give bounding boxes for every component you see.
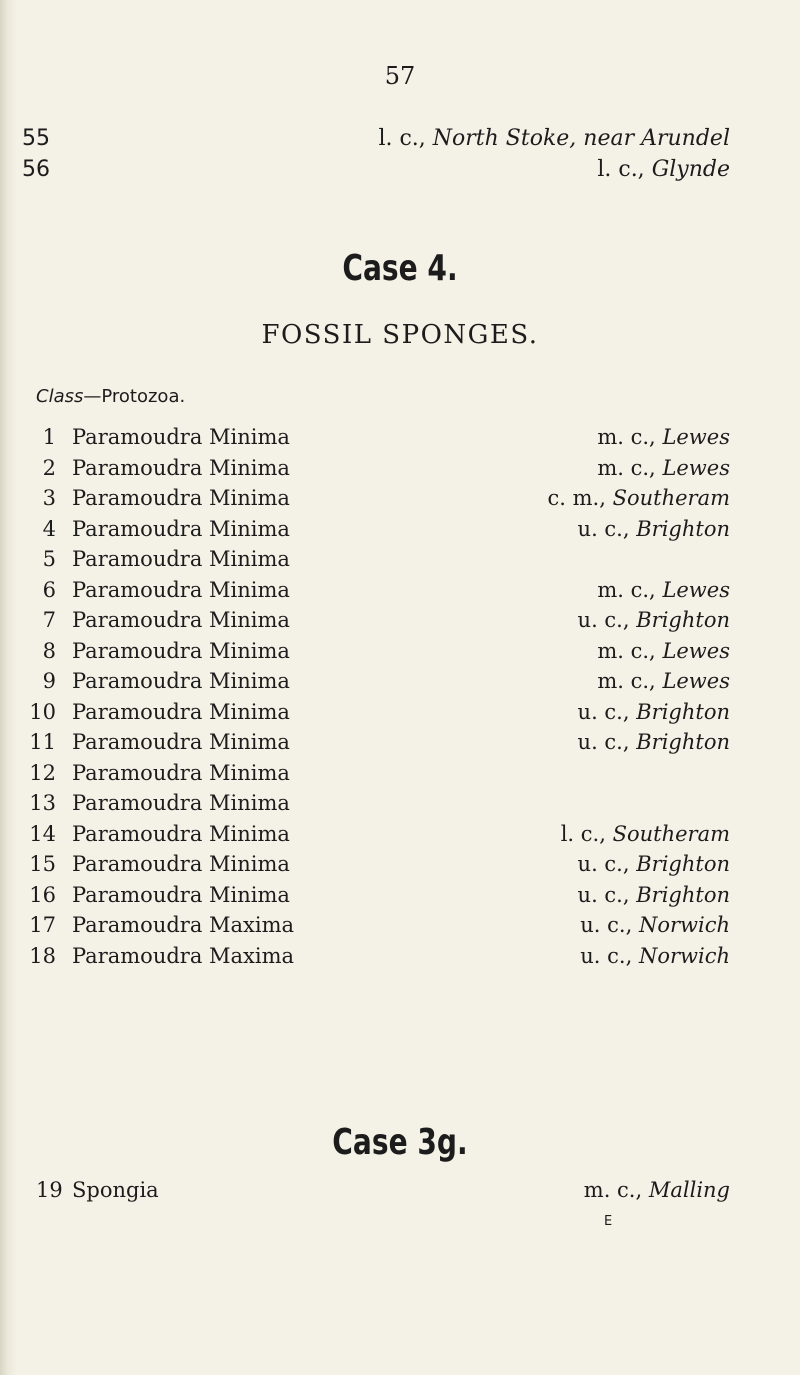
specimen-entry — [0, 547, 800, 578]
entry-number: 55 — [22, 126, 50, 151]
location-place: Southeram — [612, 821, 730, 846]
entry-location — [548, 486, 731, 510]
entry-number: 7 — [42, 608, 56, 632]
class-line — [36, 386, 185, 407]
section-title: FOSSIL SPONGES. — [261, 320, 539, 350]
entry-location — [578, 517, 730, 541]
entry-name: Paramoudra Minima — [72, 821, 290, 846]
entry-location — [561, 822, 730, 846]
entry-number: 19 — [36, 1178, 63, 1202]
entry-number: 17 — [29, 913, 56, 937]
entry-number: 12 — [29, 760, 56, 785]
specimen-entry — [0, 425, 800, 456]
location-place: Brighton — [636, 730, 730, 754]
location-abbr: u. c., — [577, 882, 630, 907]
specimen-entry — [0, 639, 800, 670]
location-place: Lewes — [662, 638, 730, 663]
entry-location — [578, 700, 730, 724]
specimen-entry — [0, 1178, 800, 1208]
entry-number: 9 — [42, 669, 56, 693]
entry-name: Paramoudra Minima — [72, 516, 290, 541]
entry-location — [578, 852, 730, 876]
location-place: Lewes — [662, 425, 730, 449]
entry-number: 15 — [29, 852, 56, 876]
entry-name: Paramoudra Minima — [72, 699, 290, 724]
location-place: Norwich — [638, 913, 730, 937]
location-abbr: u. c., — [577, 608, 630, 632]
entry-location — [597, 578, 730, 602]
entry-number: 13 — [29, 791, 56, 815]
location-abbr: l. c., — [560, 821, 606, 846]
previous-entry-row — [0, 126, 800, 156]
specimen-entry — [0, 456, 800, 487]
specimen-entry — [0, 883, 800, 914]
entry-name: Paramoudra Minima — [72, 608, 290, 632]
specimen-entry — [0, 669, 800, 700]
entry-location — [597, 425, 730, 449]
entry-number: 1 — [42, 425, 56, 449]
entry-name: Paramoudra Minima — [72, 852, 290, 876]
entry-name: Paramoudra Minima — [72, 760, 290, 785]
location-place: Lewes — [662, 669, 730, 693]
location-abbr: m. c., — [597, 577, 656, 602]
location-abbr: u. c., — [577, 516, 630, 541]
entry-name: Paramoudra Minima — [72, 486, 290, 510]
entry-number: 2 — [42, 455, 56, 480]
location-abbr: m. c., — [597, 669, 656, 693]
entry-number: 5 — [42, 547, 56, 571]
entry-name: Paramoudra Minima — [72, 455, 290, 480]
case-heading: Case 4. — [342, 248, 458, 289]
signature-mark: E — [604, 1214, 613, 1229]
entry-name: Paramoudra Minima — [72, 425, 290, 449]
specimen-entry — [0, 852, 800, 883]
entry-location — [597, 639, 730, 663]
entry-location — [597, 669, 730, 693]
entry-location — [584, 1178, 730, 1202]
entry-number: 18 — [29, 943, 56, 968]
entry-location — [378, 126, 730, 151]
case-heading-2: Case 3g. — [332, 1122, 468, 1163]
entry-location — [597, 157, 730, 182]
class-label: Class — [36, 386, 84, 407]
location-place: Norwich — [638, 943, 730, 968]
location-place: Lewes — [662, 455, 730, 480]
entry-number: 8 — [42, 638, 56, 663]
location-abbr: l. c., — [597, 157, 645, 182]
page-number: 57 — [384, 62, 416, 90]
location-place: Brighton — [636, 516, 730, 541]
entry-location — [580, 944, 730, 968]
location-place: Glynde — [651, 157, 730, 182]
previous-entry-row — [0, 157, 800, 187]
location-place: Lewes — [662, 577, 730, 602]
entry-name: Paramoudra Maxima — [72, 943, 295, 968]
location-abbr: l. c., — [378, 126, 426, 151]
entry-number: 16 — [29, 882, 56, 907]
entry-number: 11 — [29, 730, 56, 754]
entry-name: Paramoudra Minima — [72, 791, 290, 815]
specimen-list — [0, 425, 800, 974]
specimen-entry — [0, 486, 800, 517]
entry-number: 14 — [29, 821, 56, 846]
entry-name: Paramoudra Minima — [72, 547, 290, 571]
location-place: Brighton — [636, 882, 730, 907]
entry-name: Paramoudra Minima — [72, 669, 290, 693]
specimen-entry — [0, 822, 800, 853]
entry-name: Paramoudra Minima — [72, 638, 290, 663]
entry-name: Spongia — [72, 1178, 159, 1202]
class-value: —Protozoa. — [83, 386, 186, 407]
entry-name: Paramoudra Minima — [72, 882, 290, 907]
entry-location — [597, 456, 730, 480]
location-abbr: m. c., — [597, 638, 656, 663]
specimen-entry — [0, 913, 800, 944]
specimen-entry — [0, 578, 800, 609]
location-place: Brighton — [636, 852, 730, 876]
entry-location — [578, 883, 730, 907]
location-place: North Stoke, near Arundel — [432, 126, 730, 151]
entry-number: 6 — [42, 577, 56, 602]
location-abbr: u. c., — [580, 943, 633, 968]
location-abbr: m. c., — [597, 425, 656, 449]
location-place: Malling — [648, 1178, 730, 1202]
entry-name: Paramoudra Maxima — [72, 913, 295, 937]
entry-location — [578, 730, 730, 754]
location-abbr: u. c., — [580, 913, 633, 937]
entry-number: 10 — [29, 699, 56, 724]
location-abbr: m. c., — [597, 455, 656, 480]
entry-number: 56 — [22, 157, 50, 182]
entry-name: Paramoudra Minima — [72, 730, 290, 754]
specimen-entry — [0, 608, 800, 639]
location-abbr: u. c., — [577, 730, 630, 754]
specimen-entry — [0, 791, 800, 822]
entry-number: 4 — [42, 516, 56, 541]
specimen-entry — [0, 761, 800, 792]
specimen-entry — [0, 944, 800, 975]
location-abbr: c. m., — [547, 486, 606, 510]
entry-location — [578, 608, 730, 632]
location-place: Southeram — [612, 486, 730, 510]
specimen-entry — [0, 517, 800, 548]
specimen-entry — [0, 700, 800, 731]
location-place: Brighton — [636, 699, 730, 724]
entry-number: 3 — [42, 486, 56, 510]
location-abbr: u. c., — [577, 852, 630, 876]
entry-location — [580, 913, 730, 937]
location-abbr: u. c., — [577, 699, 630, 724]
location-abbr: m. c., — [583, 1178, 643, 1202]
entry-name: Paramoudra Minima — [72, 577, 290, 602]
specimen-entry — [0, 730, 800, 761]
location-place: Brighton — [636, 608, 730, 632]
